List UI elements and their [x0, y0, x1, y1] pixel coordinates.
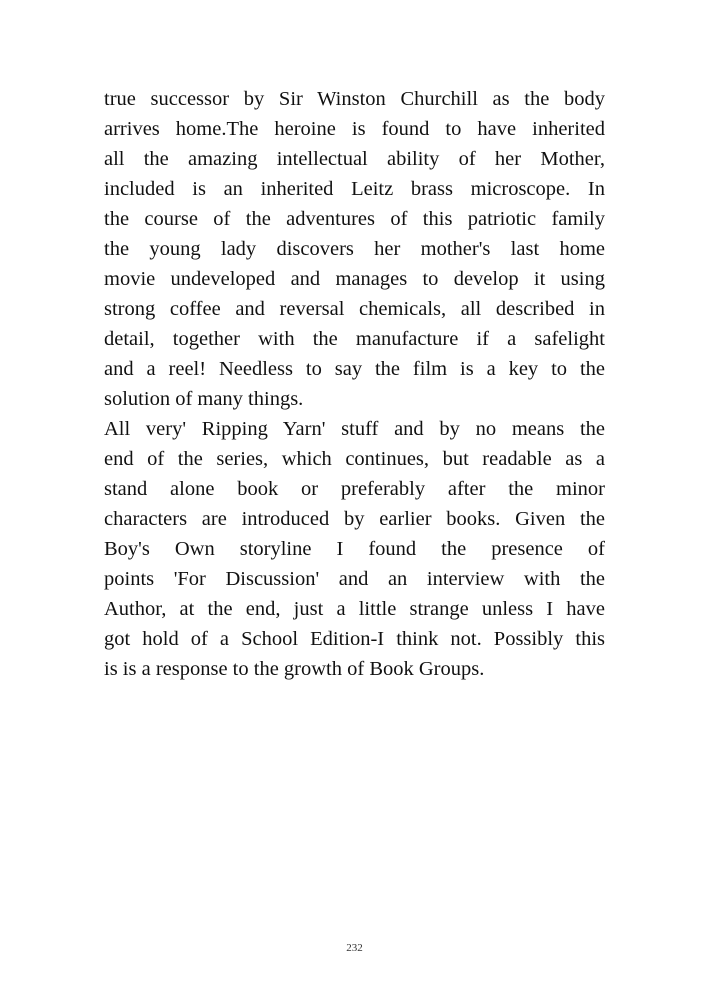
- text-line: strong coffee and reversal chemicals, all described in: [104, 298, 605, 320]
- text-line: end of the series, which continues, but readable as a: [104, 448, 605, 470]
- text-line: the course of the adventures of this patriotic family: [104, 208, 605, 230]
- body-text: [104, 84, 605, 684]
- text-line: detail, together with the manufacture if a safelight: [104, 328, 605, 350]
- text-line: movie undeveloped and manages to develop it using: [104, 268, 605, 290]
- text-line: all the amazing intellectual ability of her Mother,: [104, 148, 605, 170]
- text-line: arrives home.The heroine is found to have inherited: [104, 118, 605, 140]
- text-line: All very' Ripping Yarn' stuff and by no means the: [104, 418, 605, 440]
- text-line: characters are introduced by earlier books. Given the: [104, 508, 605, 530]
- text-line: included is an inherited Leitz brass microscope. In: [104, 178, 605, 200]
- text-line: true successor by Sir Winston Churchill as the body: [104, 88, 605, 110]
- text-line: Author, at the end, just a little strange unless I have: [104, 598, 605, 620]
- text-line: solution of many things.: [104, 388, 304, 410]
- text-line: Boy's Own storyline I found the presence of: [104, 538, 605, 560]
- page-number: 232: [346, 942, 363, 954]
- text-line: and a reel! Needless to say the film is a key to the: [104, 358, 605, 380]
- text-line: stand alone book or preferably after the minor: [104, 478, 605, 500]
- text-line: points 'For Discussion' and an interview with the: [104, 568, 605, 590]
- text-line: the young lady discovers her mother's last home: [104, 238, 605, 260]
- text-line: got hold of a School Edition-I think not. Possibly this: [104, 628, 605, 650]
- text-line: is is a response to the growth of Book Groups.: [104, 658, 485, 680]
